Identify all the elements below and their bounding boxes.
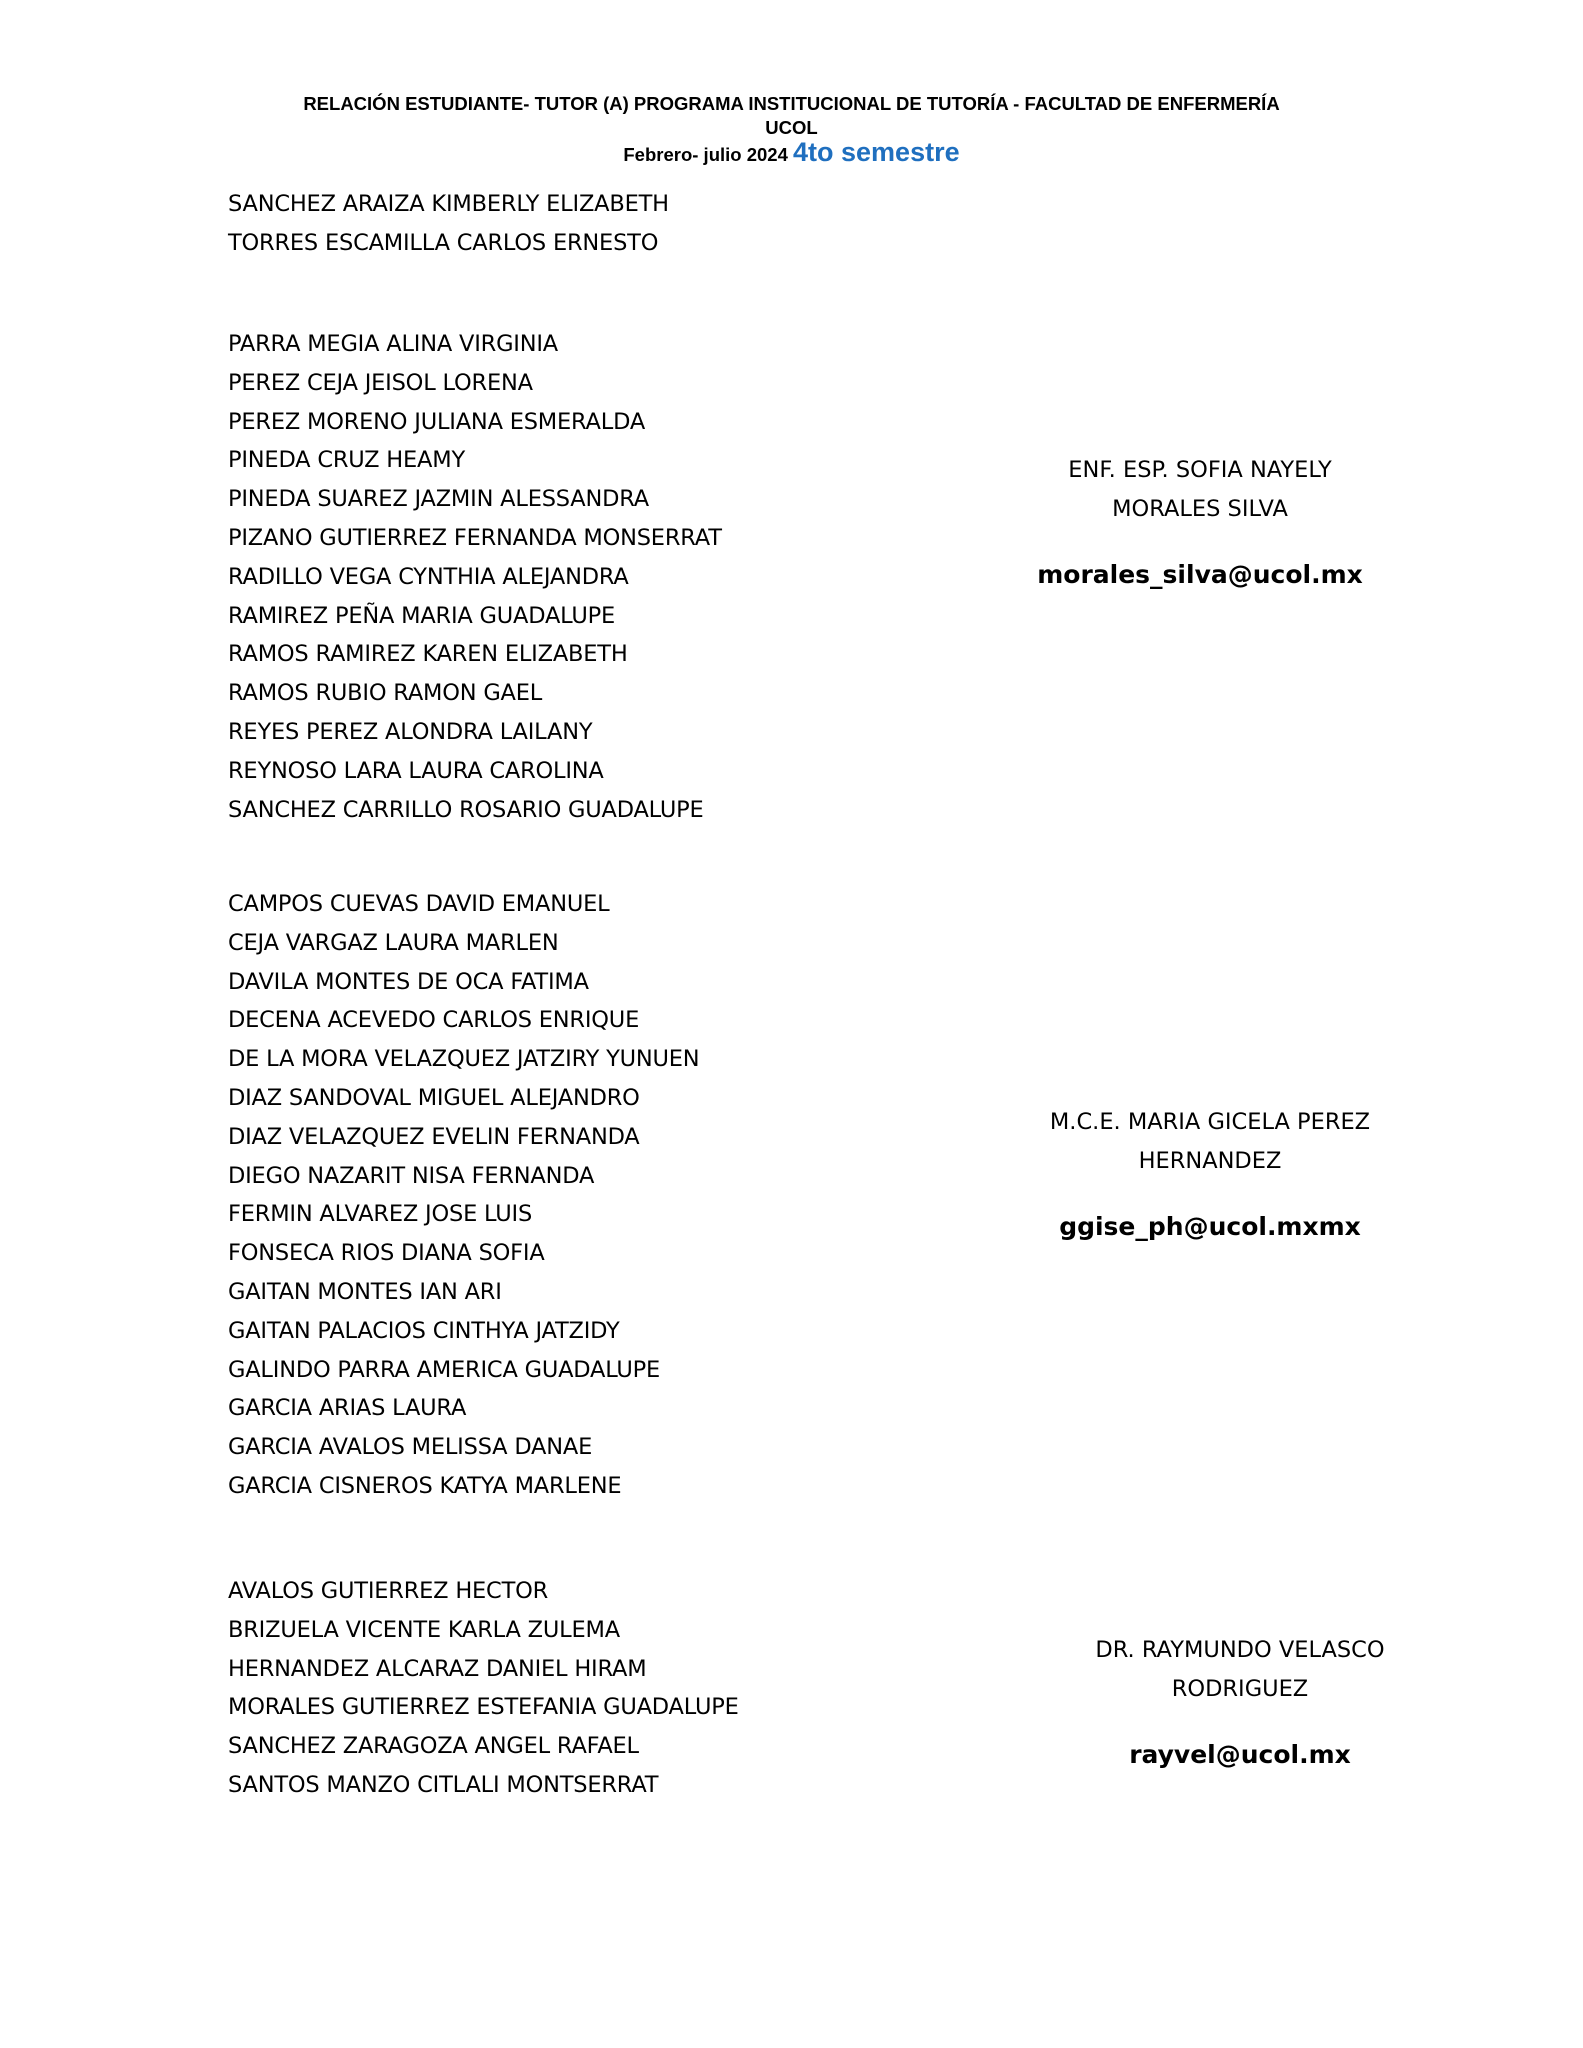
student-name: REYNOSO LARA LAURA CAROLINA bbox=[228, 757, 604, 784]
period-text: Febrero- julio 2024 bbox=[623, 144, 788, 165]
student-name: GARCIA ARIAS LAURA bbox=[228, 1395, 467, 1422]
tutor-email: ggise_ph@ucol.mxmx bbox=[1059, 1212, 1361, 1241]
tutor-block-2 bbox=[1010, 1103, 1410, 1246]
student-name: PEREZ CEJA JEISOL LORENA bbox=[228, 369, 533, 396]
tutor-name: HERNANDEZ bbox=[1138, 1148, 1282, 1174]
student-name: TORRES ESCAMILLA CARLOS ERNESTO bbox=[228, 229, 659, 256]
student-name: PIZANO GUTIERREZ FERNANDA MONSERRAT bbox=[228, 524, 722, 551]
student-name: PARRA MEGIA ALINA VIRGINIA bbox=[228, 331, 558, 357]
student-name: DIAZ VELAZQUEZ EVELIN FERNANDA bbox=[228, 1123, 640, 1150]
student-group-2 bbox=[228, 325, 722, 829]
student-group-3 bbox=[228, 885, 699, 1506]
tutor-name: M.C.E. MARIA GICELA PEREZ bbox=[1049, 1109, 1371, 1135]
student-name: CEJA VARGAZ LAURA MARLEN bbox=[228, 929, 559, 956]
student-name: REYES PEREZ ALONDRA LAILANY bbox=[228, 718, 593, 745]
tutor-email: rayvel@ucol.mx bbox=[1129, 1740, 1351, 1769]
student-name: RAMOS RAMIREZ KAREN ELIZABETH bbox=[228, 641, 628, 668]
tutor-block-1 bbox=[1010, 451, 1390, 594]
student-name: FERMIN ALVAREZ JOSE LUIS bbox=[228, 1201, 533, 1228]
student-name: FONSECA RIOS DIANA SOFIA bbox=[228, 1240, 545, 1267]
tutor-block-3 bbox=[1040, 1631, 1440, 1774]
student-name: PINEDA SUAREZ JAZMIN ALESSANDRA bbox=[228, 486, 649, 513]
student-name: BRIZUELA VICENTE KARLA ZULEMA bbox=[228, 1616, 620, 1643]
student-name: DAVILA MONTES DE OCA FATIMA bbox=[228, 968, 589, 995]
tutor-name: MORALES SILVA bbox=[1112, 496, 1288, 522]
student-name: GARCIA CISNEROS KATYA MARLENE bbox=[228, 1472, 622, 1499]
student-name: PINEDA CRUZ HEAMY bbox=[228, 447, 465, 474]
student-name: GALINDO PARRA AMERICA GUADALUPE bbox=[228, 1356, 661, 1383]
document-period-line bbox=[0, 137, 1583, 167]
document-title: RELACIÓN ESTUDIANTE- TUTOR (A) PROGRAMA INSTITUCIONAL DE TUTORÍA - FACULTAD DE ENFERMERÍA bbox=[303, 93, 1280, 114]
student-group-1 bbox=[228, 185, 669, 263]
student-name: RADILLO VEGA CYNTHIA ALEJANDRA bbox=[228, 563, 629, 590]
student-name: HERNANDEZ ALCARAZ DANIEL HIRAM bbox=[228, 1655, 647, 1682]
student-name: CAMPOS CUEVAS DAVID EMANUEL bbox=[228, 891, 610, 917]
student-name: GARCIA AVALOS MELISSA DANAE bbox=[228, 1434, 593, 1461]
student-name: MORALES GUTIERREZ ESTEFANIA GUADALUPE bbox=[228, 1694, 739, 1721]
student-group-4 bbox=[228, 1572, 739, 1805]
tutor-name: RODRIGUEZ bbox=[1171, 1676, 1309, 1702]
tutor-name: ENF. ESP. SOFIA NAYELY bbox=[1068, 457, 1332, 483]
student-name: SANCHEZ ARAIZA KIMBERLY ELIZABETH bbox=[228, 191, 669, 217]
student-name: GAITAN MONTES IAN ARI bbox=[228, 1278, 502, 1305]
student-name: DE LA MORA VELAZQUEZ JATZIRY YUNUEN bbox=[228, 1046, 700, 1073]
student-name: RAMIREZ PEÑA MARIA GUADALUPE bbox=[228, 602, 616, 629]
student-name: SANCHEZ CARRILLO ROSARIO GUADALUPE bbox=[228, 796, 704, 823]
student-name: DIEGO NAZARIT NISA FERNANDA bbox=[228, 1162, 595, 1189]
tutor-email: morales_silva@ucol.mx bbox=[1037, 560, 1363, 589]
semester-text: 4to semestre bbox=[793, 137, 960, 167]
student-name: SANTOS MANZO CITLALI MONTSERRAT bbox=[228, 1771, 659, 1798]
student-name: SANCHEZ ZARAGOZA ANGEL RAFAEL bbox=[228, 1733, 639, 1760]
student-name: AVALOS GUTIERREZ HECTOR bbox=[228, 1578, 549, 1604]
document-header bbox=[0, 92, 1583, 167]
document-title-university: UCOL bbox=[765, 117, 818, 138]
tutor-name: DR. RAYMUNDO VELASCO bbox=[1095, 1637, 1385, 1663]
student-name: PEREZ MORENO JULIANA ESMERALDA bbox=[228, 408, 646, 435]
student-name: DIAZ SANDOVAL MIGUEL ALEJANDRO bbox=[228, 1084, 640, 1111]
student-name: GAITAN PALACIOS CINTHYA JATZIDY bbox=[228, 1317, 620, 1344]
student-name: RAMOS RUBIO RAMON GAEL bbox=[228, 680, 543, 707]
student-name: DECENA ACEVEDO CARLOS ENRIQUE bbox=[228, 1007, 640, 1034]
